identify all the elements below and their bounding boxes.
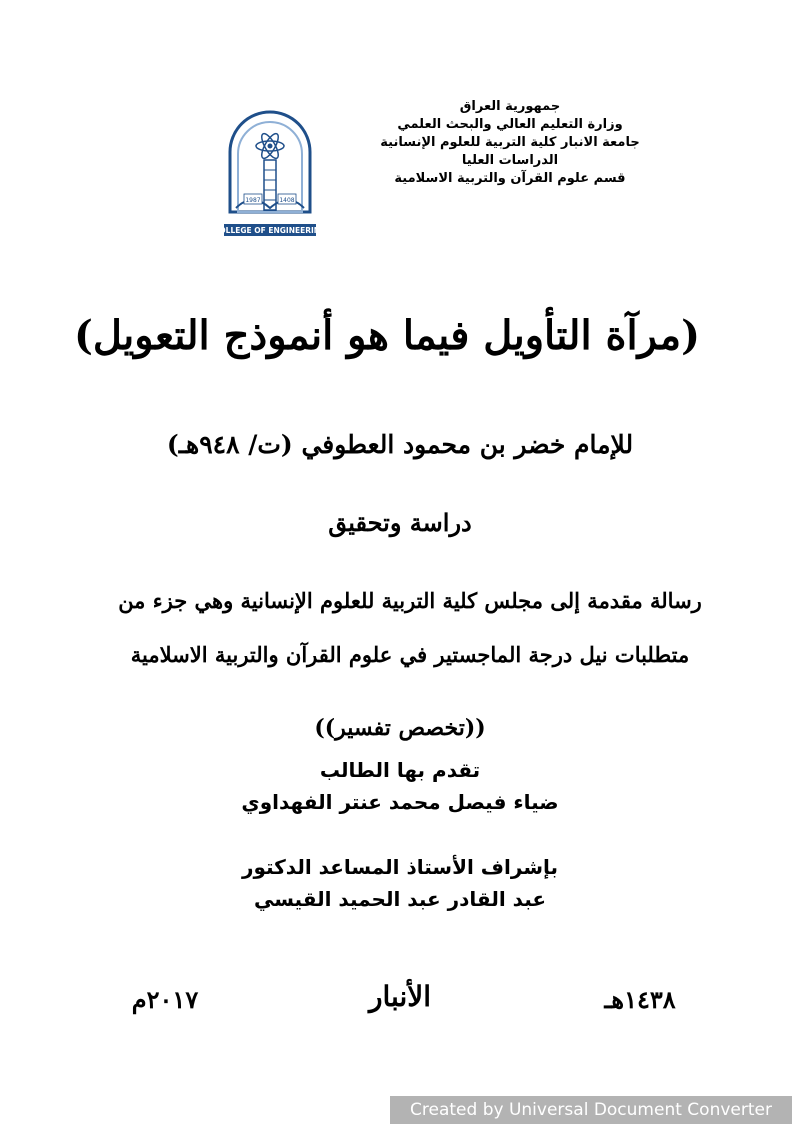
- header-line-ministry: وزارة التعليم العالي والبحث العلمي: [397, 117, 623, 132]
- institution-header: [360, 98, 660, 188]
- student-name: ضياء فيصل محمد عنتر الفهداوي: [241, 790, 559, 814]
- converter-watermark: Created by Universal Document Converter: [390, 1096, 792, 1124]
- header-line-department: قسم علوم القرآن والتربية الاسلامية: [394, 171, 626, 186]
- svg-text:1408: 1408: [279, 197, 295, 204]
- specialization-label: ((تخصص تفسير)): [314, 715, 486, 741]
- atom-icon: [256, 131, 284, 160]
- minaret-icon: [264, 160, 276, 210]
- supervisor-name: عبد القادر عبد الحميد القيسي: [253, 887, 547, 911]
- gregorian-year: ٢٠١٧م: [131, 985, 199, 1014]
- author-line: للإمام خضر بن محمود العطوفي (ت/ ٩٤٨هـ): [166, 430, 634, 459]
- supervision-label: بإشراف الأستاذ المساعد الدكتور: [241, 855, 559, 879]
- header-line-graduate-studies: الدراسات العليا: [461, 153, 559, 168]
- thesis-statement-line-2: متطلبات نيل درجة الماجستير في علوم القرآن والتربية الاسلامية: [130, 642, 690, 667]
- presented-by-label: تقدم بها الطالب: [319, 758, 481, 782]
- svg-text:1987: 1987: [245, 197, 261, 204]
- study-label: دراسة وتحقيق: [328, 508, 472, 537]
- logo-caption: COLLEGE OF ENGINEERING: [213, 226, 327, 235]
- hijri-year: ١٤٣٨هـ: [604, 985, 676, 1014]
- header-line-republic: جمهورية العراق: [459, 99, 561, 114]
- place-name: الأنبار: [368, 980, 432, 1013]
- university-logo: [213, 112, 327, 244]
- book-title: (مرآة التأويل فيما هو أنموذج التعويل): [73, 312, 700, 359]
- header-line-university: جامعة الانبار كلية التربية للعلوم الإنسانية: [380, 135, 640, 150]
- thesis-statement-line-1: رسالة مقدمة إلى مجلس كلية التربية للعلوم الإنسانية وهي جزء من: [118, 588, 702, 613]
